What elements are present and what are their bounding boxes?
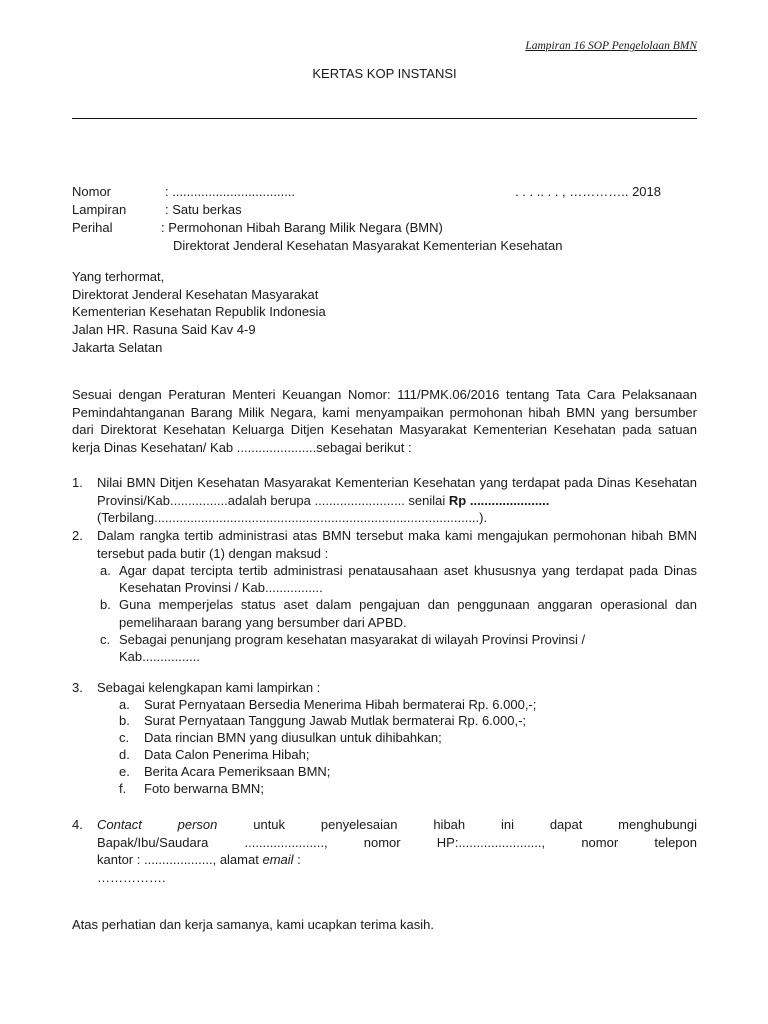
sub-text: Foto berwarna BMN; [144,781,264,797]
item-number: 2. [72,528,83,543]
annex-label: Lampiran 16 SOP Pengelolaan BMN [525,40,697,52]
list-item-3 [72,679,697,798]
nomor-value: : .................................. [165,184,296,199]
perihal-value: : Permohonan Hibah Barang Milik Negara (BMN) [161,220,443,235]
contact-line-4: ……………. [97,869,166,885]
intro-paragraph: Sesuai dengan Peraturan Menteri Keuangan Nomor: 111/PMK.06/2016 tentang Tata Cara Pelaksanaan Pemindahtanganan Barang Milik Negara, kami menyampaikan permohonan hibah BMN yang bersumber dari Direktorat Kesehatan Keluarga Ditjen Kesehatan Masyarakat Kementerian Kesehatan pada satuan kerja Dinas Kesehatan/ Kab ......................sebagai berikut : [72,387,697,455]
sub-list [72,562,697,665]
sub-text: Data rincian BMN yang diusulkan untuk dihibahkan; [144,730,442,746]
address-line: Jakarta Selatan [72,339,163,355]
sub-text: Berita Acara Pemeriksaan BMN; [144,764,331,780]
sub-text: Guna memperjelas status aset dalam pengajuan dan penggunaan anggaran operasional dan pemeliharaan barang yang bersumber dari APBD. [119,597,697,630]
sub-item [72,713,697,730]
letterhead-rule [72,118,697,119]
sub-item [72,730,697,747]
terbilang-line: (Terbilang..........................................................................................). [97,510,488,525]
perihal-row [72,219,697,237]
item2-text: Dalam rangka tertib administrasi atas BMN tersebut maka kami mengajukan permohonan hibah BMN tersebut pada butir (1) dengan maksud : [97,528,697,561]
kantor-text: kantor : ..................., alamat [97,852,259,867]
sub-text: Surat Pernyataan Tanggung Jawab Mutlak bermaterai Rp. 6.000,-; [144,713,527,729]
item-number: 4. [72,817,83,832]
address-line: Jalan HR. Rasuna Said Kav 4-9 [72,322,256,338]
sub-item [72,697,697,714]
sub-number: b. [119,713,130,729]
sub-item [72,631,697,665]
nomor-row [72,183,697,201]
item-text [97,474,697,509]
nomor-label: Nomor [72,184,112,199]
sub-number: c. [100,631,111,647]
sub-number: f. [119,781,127,797]
colon: : [297,852,301,867]
perihal-label: Perihal [72,220,113,235]
address-line: Kementerian Kesehatan Republik Indonesia [72,304,326,320]
address-line: Direktorat Jenderal Kesehatan Masyarakat [72,286,319,302]
letterhead-placeholder: KERTAS KOP INSTANSI [312,66,457,81]
contact-person-label: Contact person [97,817,218,832]
letter-date: . . . .. . . , ………….. 2018 [515,184,661,199]
lampiran-row [72,201,697,219]
item1-text: Nilai BMN Ditjen Kesehatan Masyarakat Kementerian Kesehatan yang terdapat pada Dinas Kesehatan Provinsi/Kab................adalah berupa ......................... senilai [97,475,697,508]
closing-sentence: Atas perhatian dan kerja samanya, kami ucapkan terima kasih. [72,917,435,932]
recipient-address [72,268,326,357]
contact-line-3 [97,851,697,869]
address-line: Yang terhormat, [72,269,165,284]
sub-number: e. [119,764,130,780]
sub-number: c. [119,730,130,746]
contact-line-1-rest: untuk penyelesaian hibah ini dapat menghubungi [253,817,697,832]
item3-text: Sebagai kelengkapan kami lampirkan : [97,680,321,695]
item-number: 3. [72,680,83,695]
sub-text: Surat Pernyataan Bersedia Menerima Hibah bermaterai Rp. 6.000,-; [144,696,537,712]
sub-text: Sebagai penunjang program kesehatan masyarakat di wilayah Provinsi Provinsi / Kab................ [119,631,586,665]
sub-item [72,747,697,764]
sub-item [72,562,697,596]
sub-number: d. [119,747,130,763]
contact-line-2: Bapak/Ibu/Saudara ......................, nomor HP:......................., nomor telepon [97,834,697,850]
rp-amount: Rp ...................... [448,492,550,508]
sub-item [72,596,697,630]
sub-text: Data Calon Penerima Hibah; [144,747,310,763]
letter-page [72,0,697,1024]
letter-meta [72,183,697,253]
email-label: email [262,852,294,867]
sub-text: Agar dapat tercipta tertib administrasi penatausahaan aset khususnya yang terdapat pada Dinas Kesehatan Provinsi / Kab................ [119,563,697,596]
sub-item [72,781,697,798]
contact-line-1 [97,816,697,834]
sub-number: a. [119,696,130,712]
lampiran-label: Lampiran [72,202,127,217]
list-item-4 [72,816,697,886]
sub-number: b. [100,597,111,613]
sub-item [72,764,697,781]
list-item-2 [72,527,697,665]
list-item-1 [72,474,697,527]
lampiran-value: : Satu berkas [165,202,242,217]
perihal-continuation: Direktorat Jenderal Kesehatan Masyarakat Kementerian Kesehatan [173,238,563,253]
sub-number: a. [100,563,111,578]
item-number: 1. [72,475,83,490]
sub-list [72,697,697,798]
